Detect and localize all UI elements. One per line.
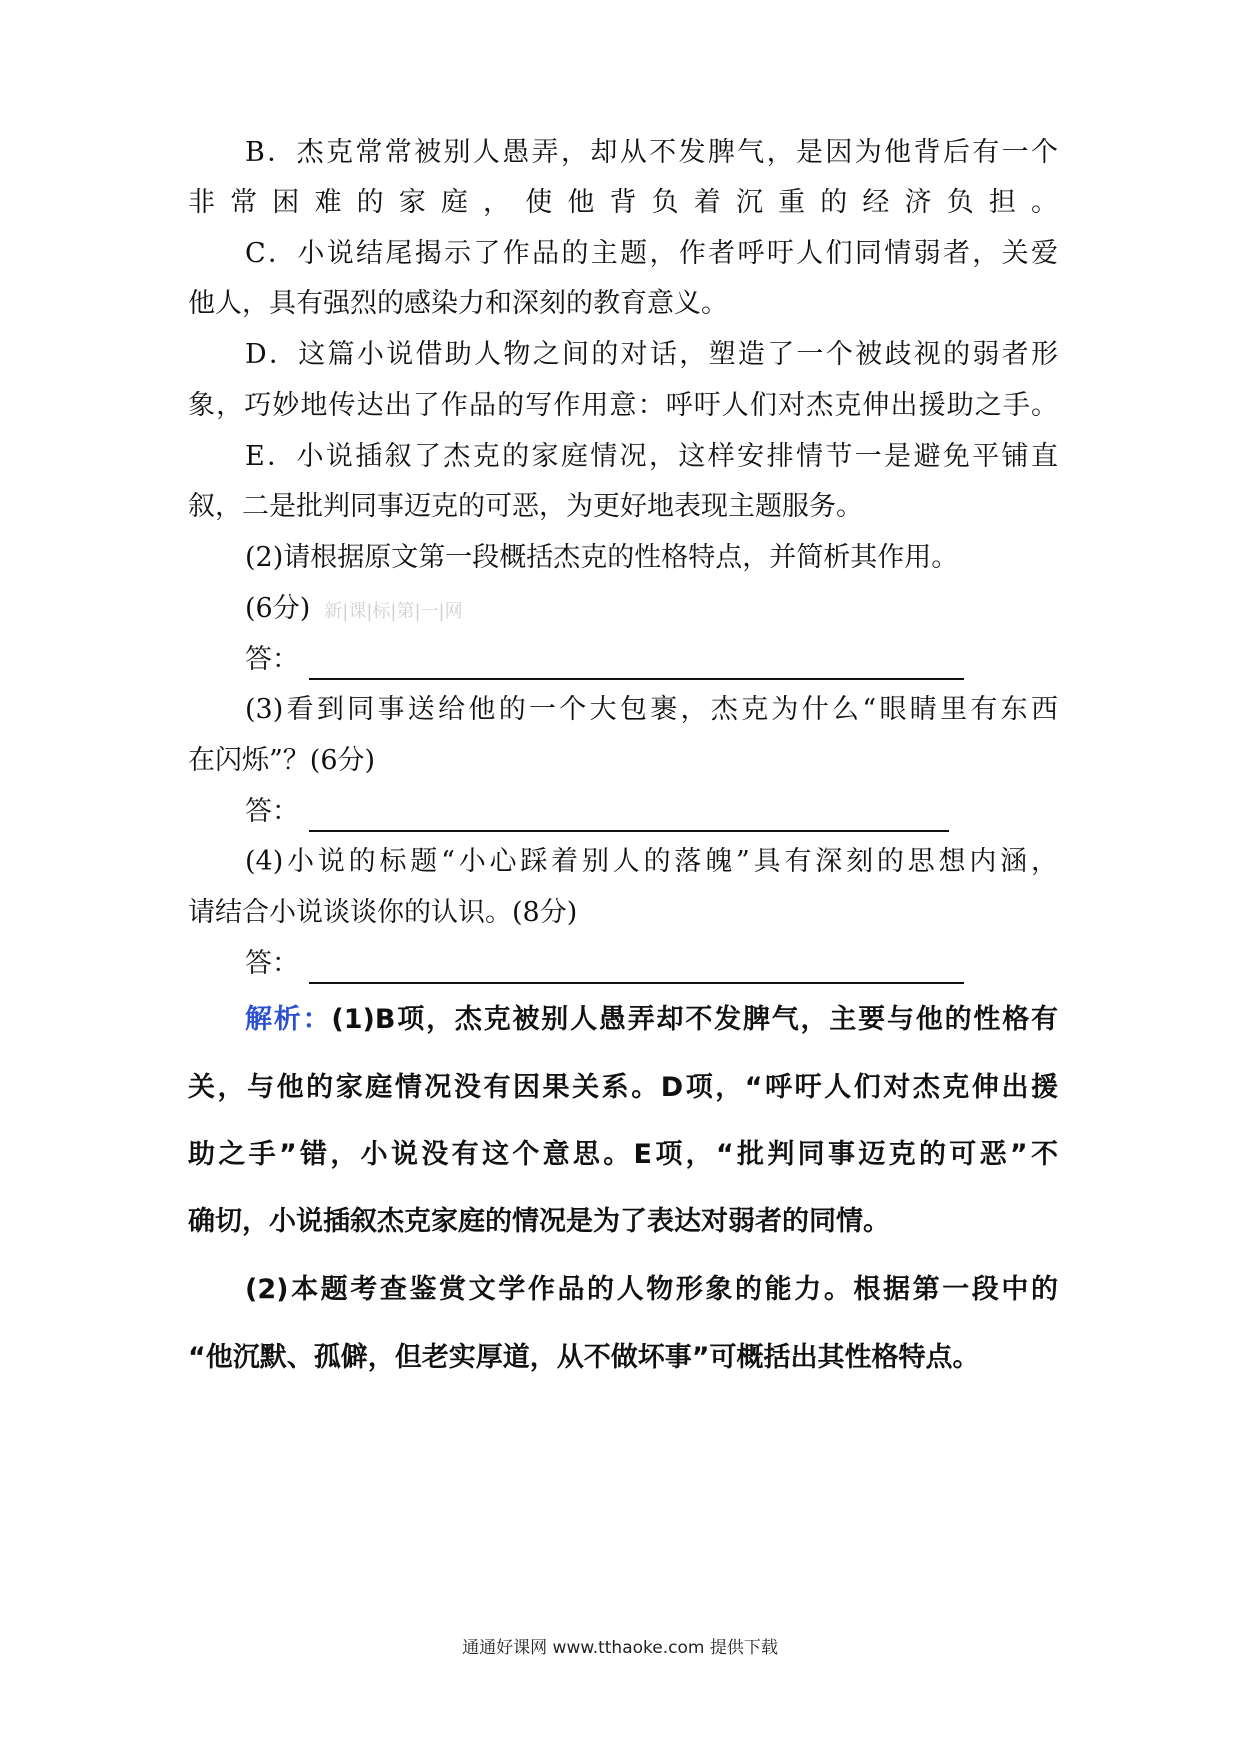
option-c-line-1: C．小说结尾揭示了作品的主题，作者呼吁人们同情弱者，关爱 <box>245 238 1058 269</box>
answer-blank[interactable] <box>309 650 964 680</box>
answer-line-q2[interactable] <box>245 640 1058 680</box>
answer-blank[interactable] <box>309 954 964 984</box>
option-d-line-1: D．这篇小说借助人物之间的对话，塑造了一个被歧视的弱者形 <box>245 339 1058 370</box>
answer-blank[interactable] <box>309 802 949 832</box>
question-3-line-2: 在闪烁”？(6分) <box>188 745 376 776</box>
analysis-line-1: 解析：(1)B项，杰克被别人愚弄却不发脾气，主要与他的性格有 <box>245 1004 1059 1035</box>
question-4-line-2: 请结合小说谈谈你的认识。(8分) <box>188 897 578 928</box>
option-e-line-2: 叙，二是批判同事迈克的可恶，为更好地表现主题服务。 <box>188 491 863 522</box>
question-3-line-1: (3)看到同事送给他的一个大包裹，杰克为什么“眼睛里有东西 <box>245 694 1058 725</box>
option-c-line-2: 他人，具有强烈的感染力和深刻的教育意义。 <box>188 288 728 319</box>
question-2-line-2 <box>245 589 1058 632</box>
answer-label: 答： <box>245 796 299 827</box>
analysis-line-5: (2)本题考查鉴赏文学作品的人物形象的能力。根据第一段中的 <box>245 1274 1058 1305</box>
analysis-line-6: “他沉默、孤僻，但老实厚道，从不做坏事”可概括出其性格特点。 <box>188 1342 980 1373</box>
question-2-line-1: (2)请根据原文第一段概括杰克的性格特点，并简析其作用。 <box>245 542 959 573</box>
option-b-line-2: 非常困难的家庭，使他背负着沉重的经济负担。 <box>188 187 1058 218</box>
analysis-label: 解析： <box>245 1004 332 1035</box>
analysis-line-3: 助之手”错，小说没有这个意思。E项，“批判同事迈克的可恶”不 <box>188 1139 1058 1170</box>
question-2-score: (6分) <box>245 593 311 624</box>
analysis-line-2: 关，与他的家庭情况没有因果关系。D项，“呼吁人们对杰克伸出援 <box>188 1072 1058 1103</box>
watermark-text: 新|课|标|第|一|网 <box>324 601 463 622</box>
answer-label: 答： <box>245 948 299 979</box>
option-e-line-1: E．小说插叙了杰克的家庭情况，这样安排情节一是避免平铺直 <box>245 441 1058 472</box>
answer-label: 答： <box>245 644 299 675</box>
analysis-line-4: 确切，小说插叙杰克家庭的情况是为了表达对弱者的同情。 <box>188 1206 890 1237</box>
option-d-line-2: 象，巧妙地传达出了作品的写作用意：呼吁人们对杰克伸出援助之手。 <box>188 390 1058 421</box>
option-b-line-1: B．杰克常常被别人愚弄，却从不发脾气，是因为他背后有一个 <box>245 137 1058 168</box>
question-4-line-1: (4)小说的标题“小心踩着别人的落魄”具有深刻的思想内涵， <box>245 846 1058 877</box>
answer-line-q3[interactable] <box>245 792 1058 832</box>
answer-line-q4[interactable] <box>245 944 1058 984</box>
footer-source: 通通好课网 www.tthaoke.com 提供下载 <box>462 1638 778 1658</box>
